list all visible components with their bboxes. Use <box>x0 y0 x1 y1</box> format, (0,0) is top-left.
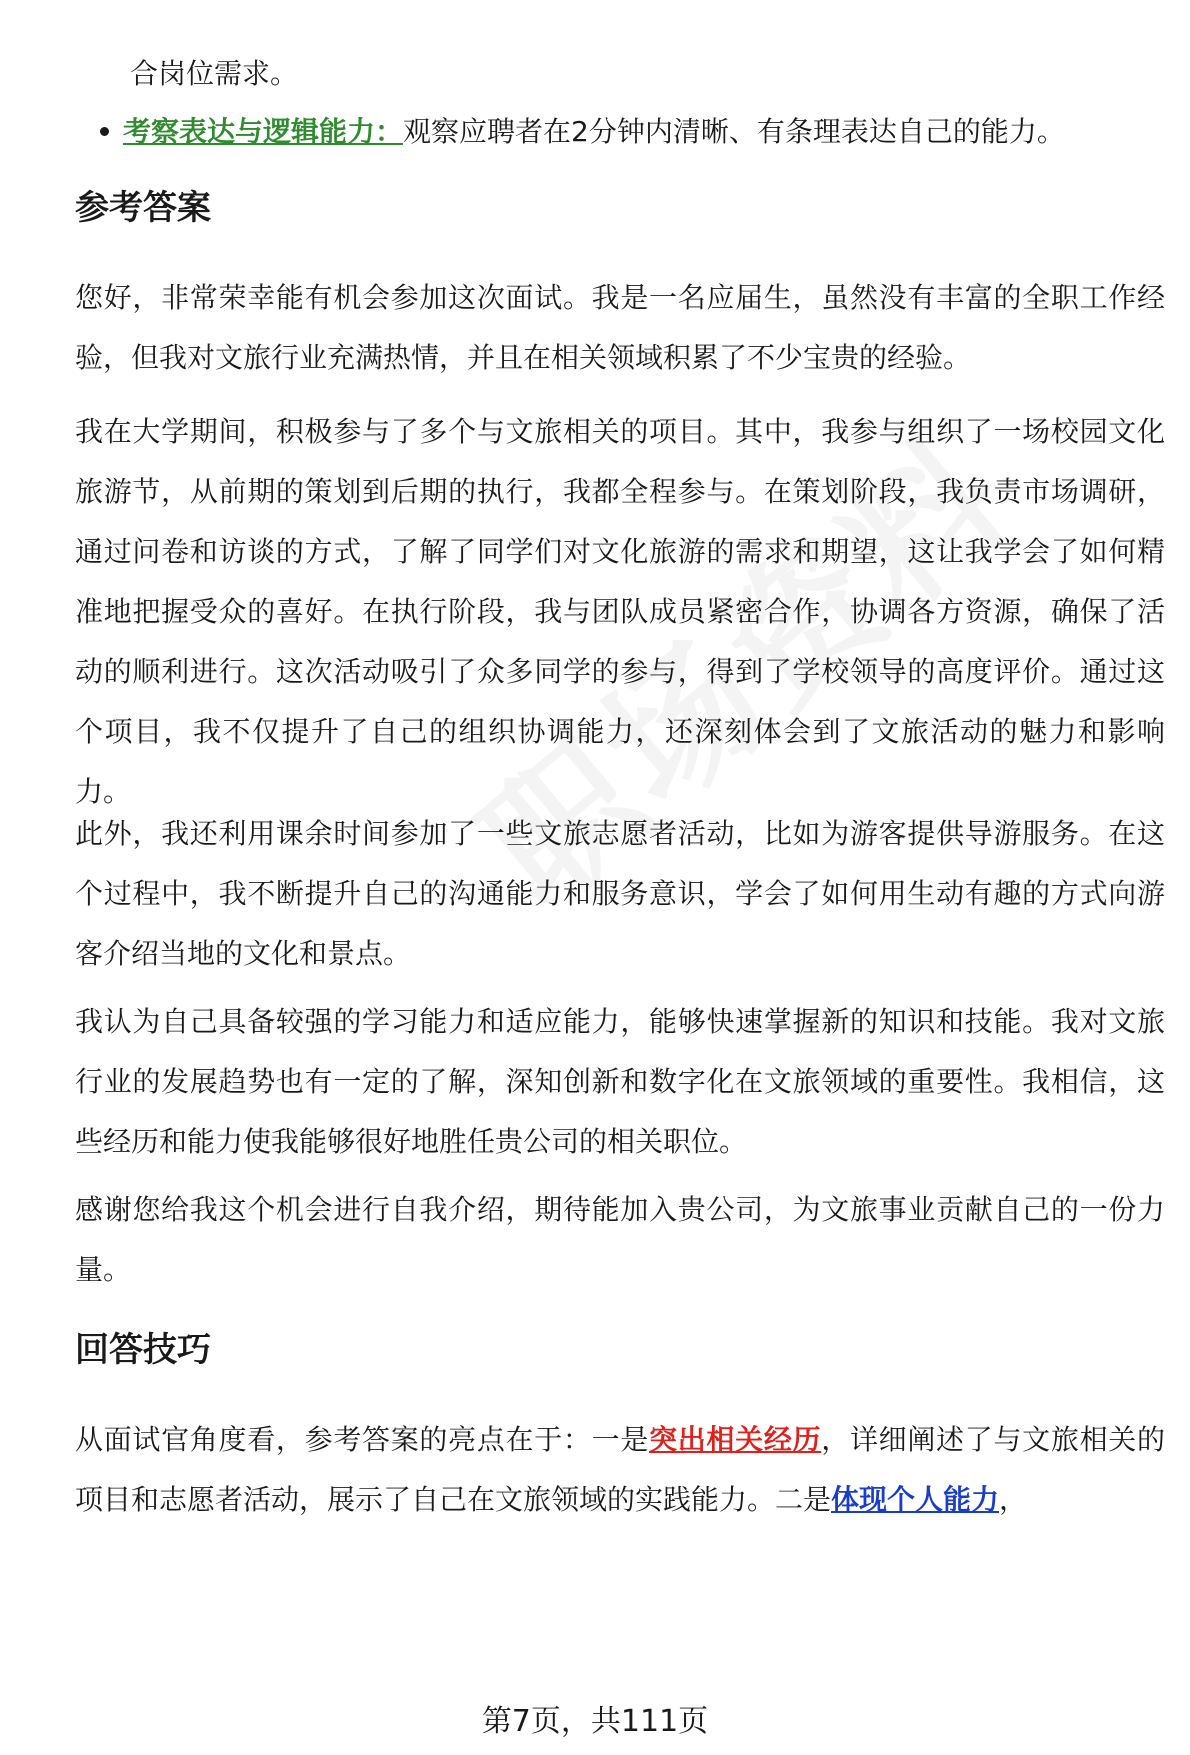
tips-text: ， <box>999 1483 1028 1516</box>
tips-text: ，详细阐述了与文旅相关的项目和志愿者活动，展示了自己在文旅领域的实践能力。二是 <box>75 1423 1165 1516</box>
answer-paragraph: 此外，我还利用课余时间参加了一些文旅志愿者活动，比如为游客提供导游服务。在这个过程中，我不断提升自己的沟通能力和服务意识，学会了如何用生动有趣的方式向游客介绍当地的文化和景点。 <box>75 817 1165 970</box>
bullet-item <box>100 110 1170 154</box>
continuation-line: 合岗位需求。 <box>130 57 299 90</box>
answer-paragraph: 您好，非常荣幸能有机会参加这次面试。我是一名应届生，虽然没有丰富的全职工作经验，但我对文旅行业充满热情，并且在相关领域积累了不少宝贵的经验。 <box>75 281 1165 374</box>
answer-paragraph: 我在大学期间，积极参与了多个与文旅相关的项目。其中，我参与组织了一场校园文化旅游节，从前期的策划到后期的执行，我都全程参与。在策划阶段，我负责市场调研，通过问卷和访谈的方式，了解了同学们对文化旅游的需求和期望，这让我学会了如何精准地把握受众的喜好。在执行阶段，我与团队成员紧密合作，协调各方资源，确保了活动的顺利进行。这次活动吸引了众多同学的参与，得到了学校领导的高度评价。通过这个项目，我不仅提升了自己的组织协调能力，还深刻体会到了文旅活动的魅力和影响力。 <box>75 415 1165 808</box>
section-heading-tips: 回答技巧 <box>75 1330 211 1370</box>
bullet-text: 观察应聘者在2分钟内清晰、有条理表达自己的能力。 <box>403 115 1065 148</box>
section-heading-answer: 参考答案 <box>75 188 211 228</box>
answer-paragraph: 我认为自己具备较强的学习能力和适应能力，能够快速掌握新的知识和技能。我对文旅行业的发展趋势也有一定的了解，深知创新和数字化在文旅领域的重要性。我相信，这些经历和能力使我能够很好地胜任贵公司的相关职位。 <box>75 1005 1165 1158</box>
highlight-relevant-experience: 突出相关经历 <box>649 1423 822 1456</box>
answer-paragraph: 感谢您给我这个机会进行自我介绍，期待能加入贵公司，为文旅事业贡献自己的一份力量。 <box>75 1193 1165 1286</box>
bullet-label: 考察表达与逻辑能力： <box>123 115 404 148</box>
highlight-personal-ability: 体现个人能力 <box>831 1483 1000 1516</box>
tips-text: 从面试官角度看，参考答案的亮点在于：一是 <box>75 1423 650 1456</box>
page-number: 第7页，共111页 <box>481 1704 709 1739</box>
bullet-dot-icon <box>100 127 109 136</box>
tips-paragraph <box>75 1410 1165 1530</box>
